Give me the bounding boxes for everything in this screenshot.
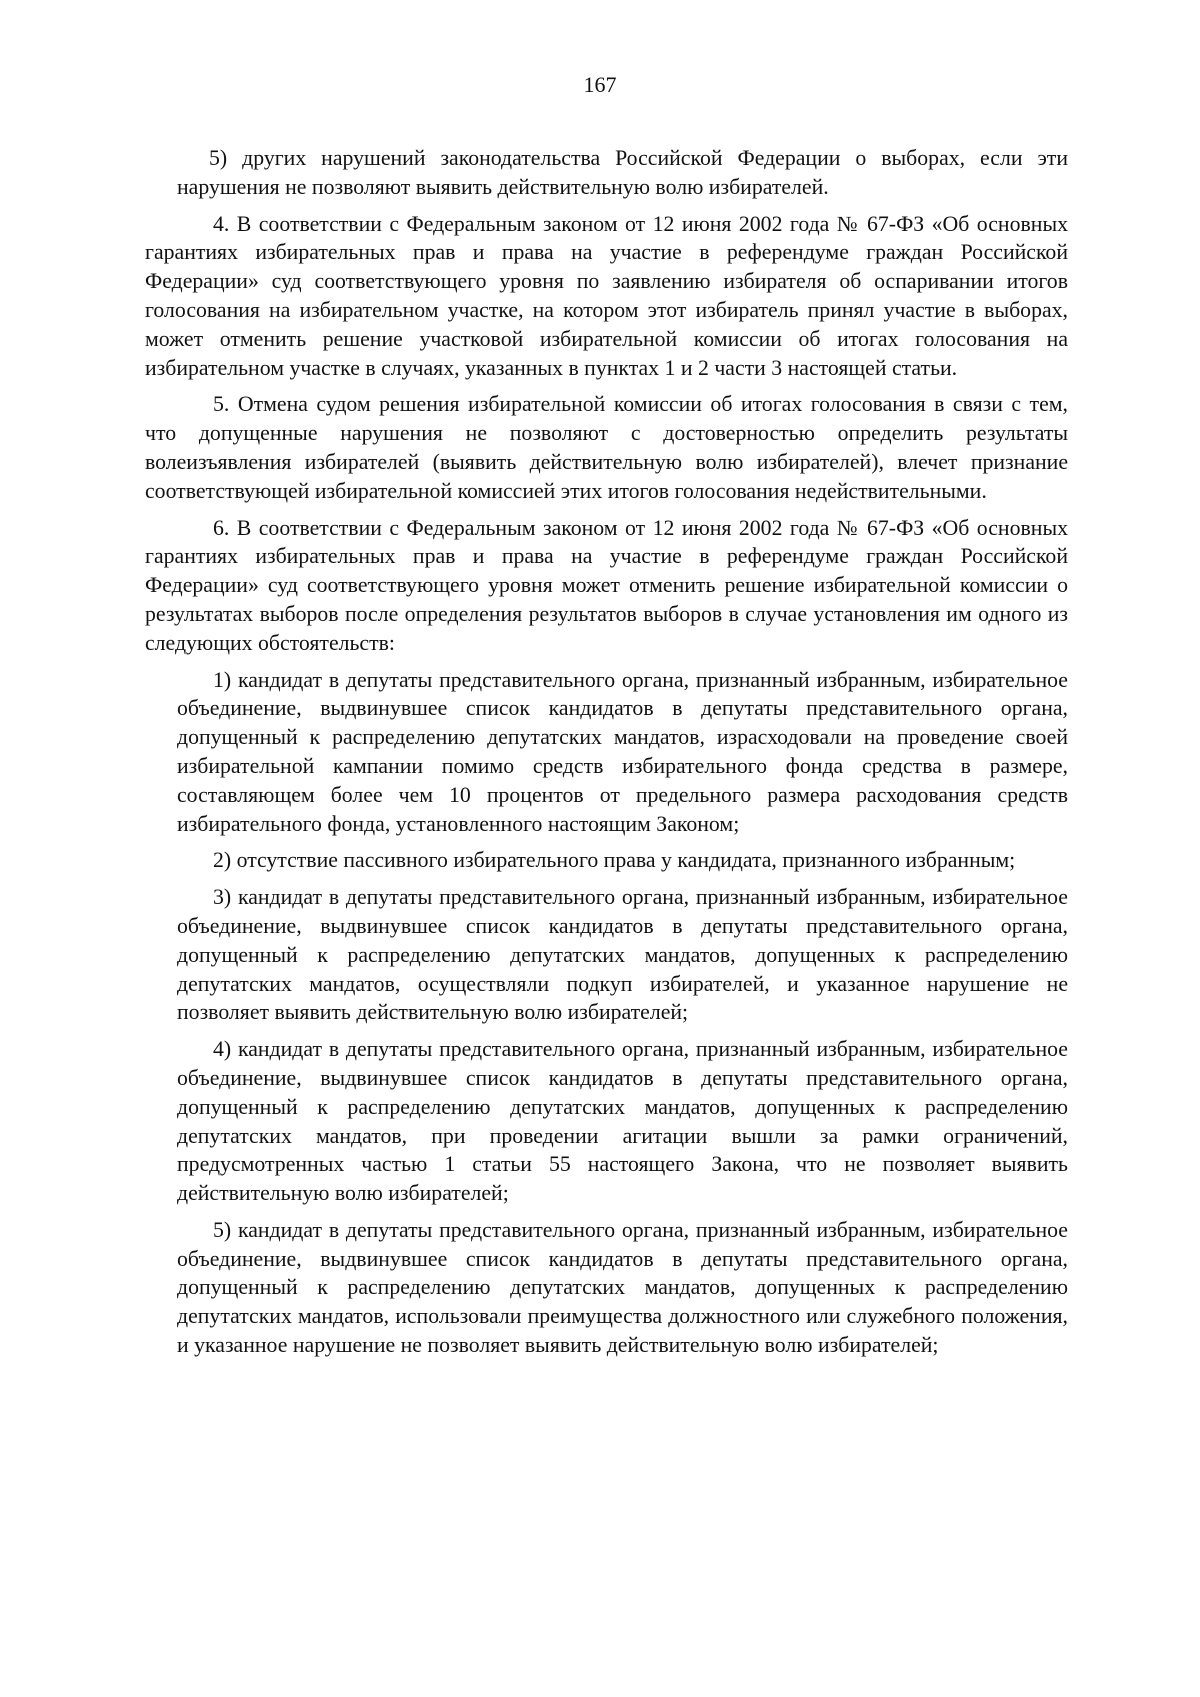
subitem-1: 1) кандидат в депутаты представительного органа, признанный избранным, избирательное объединение, выдвинувшее список кандидатов в депутаты представительного органа, допущенный к распределению депутатских мандатов, израсходовали на проведение своей избирательной кампании помимо средств избирательного фонда средства в размере, составляющем более чем 10 процентов от предельного размера расходования средств избирательного фонда, установленного настоящим Законом;	[177, 667, 1068, 836]
paragraph-6: 6. В соответствии с Федеральным законом от 12 июня 2002 года № 67-ФЗ «Об основных гарантиях избирательных прав и права на участие в референдуме граждан Российской Федерации» суд соответствующего уровня может отменить решение избирательной комиссии о результатах выборов после определения результатов выборов в случае установления им одного из следующих обстоятельств:	[145, 515, 1068, 655]
paragraph-item-5-continuation: 5) других нарушений законодательства Российской Федерации о выборах, если эти нарушения не позволяют выявить действительную волю избирателей.	[177, 146, 1068, 199]
paragraph-5: 5. Отмена судом решения избирательной комиссии об итогах голосования в связи с тем, что допущенные нарушения не позволяют с достоверностью определить результаты волеизъявления избирателей (выявить действительную волю избирателей), влечет признание соответствующей избирательной комиссией этих итогов голосования недействительными.	[145, 392, 1068, 503]
paragraph-4: 4. В соответствии с Федеральным законом от 12 июня 2002 года № 67-ФЗ «Об основных гарантиях избирательных прав и права на участие в референдуме граждан Российской Федерации» суд соответствующего уровня по заявлению избирателя об оспаривании итогов голосования на избирательном участке, на котором этот избиратель принял участие в выборах, может отменить решение участковой избирательной комиссии об итогах голосования на избирательном участке в случаях, указанных в пунктах 1 и 2 части 3 настоящей статьи.	[145, 211, 1068, 380]
page-number: 167	[583, 72, 617, 97]
subitem-2: 2) отсутствие пассивного избирательного права у кандидата, признанного избранным;	[213, 848, 1016, 873]
document-body	[145, 144, 1068, 1368]
subitem-4: 4) кандидат в депутаты представительного органа, признанный избранным, избирательное объединение, выдвинувшее список кандидатов в депутаты представительного органа, допущенный к распределению депутатских мандатов, допущенных к распределению депутатских мандатов, при проведении агитации вышли за рамки ограничений, предусмотренных частью 1 статьи 55 настоящего Закона, что не позволяет выявить действительную волю избирателей;	[177, 1037, 1068, 1206]
subitem-3: 3) кандидат в депутаты представительного органа, признанный избранным, избирательное объединение, выдвинувшее список кандидатов в депутаты представительного органа, допущенный к распределению депутатских мандатов, допущенных к распределению депутатских мандатов, осуществляли подкуп избирателей, и указанное нарушение не позволяет выявить действительную волю избирателей;	[177, 885, 1068, 1025]
subitem-5: 5) кандидат в депутаты представительного органа, признанный избранным, избирательное объединение, выдвинувшее список кандидатов в депутаты представительного органа, допущенный к распределению депутатских мандатов, допущенных к распределению депутатских мандатов, использовали преимущества должностного или служебного положения, и указанное нарушение не позволяет выявить действительную волю избирателей;	[177, 1217, 1068, 1358]
